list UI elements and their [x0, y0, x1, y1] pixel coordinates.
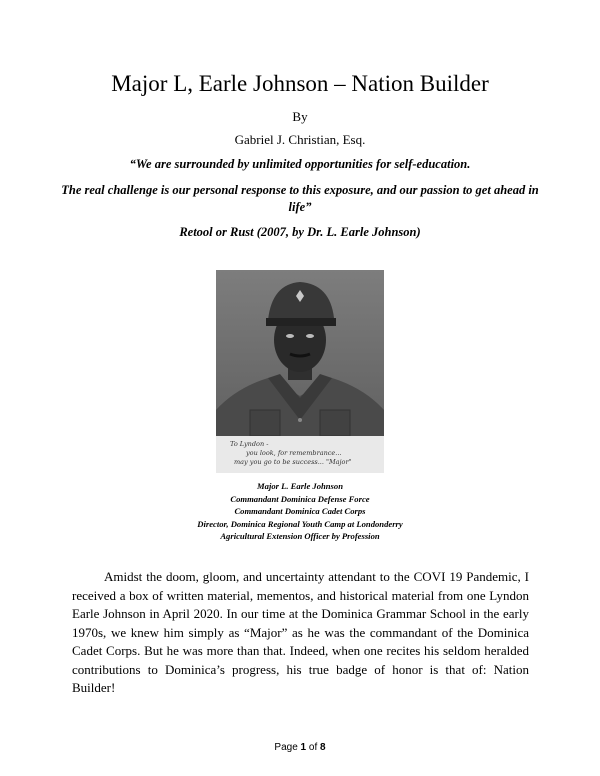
body-paragraph-1: Amidst the doom, gloom, and uncertainty attendant to the COVI 19 Pandemic, I received a box of written material, mementos, and historical material from one Lyndon Earle Johnson in April 2020. In our time at the Dominica Grammar School in the early 1970s, we knew him simply as “Major” as he was the commandant of the Dominica Cadet Corps. But he was more than that. Indeed, when one recites his seldom heralded contributions to Dominica’s progress, his true badge of honor is that of: Nation Builder! [72, 569, 529, 695]
page-of: of [308, 742, 318, 753]
caption-line-4: Director, Dominica Regional Youth Camp at Londonderry [197, 518, 403, 529]
caption-line-3: Commandant Dominica Cadet Corps [234, 506, 366, 516]
caption-line-5: Agricultural Extension Officer by Profession [220, 531, 380, 541]
author-name: Gabriel J. Christian, Esq. [234, 132, 366, 147]
caption-line-1: Major L. Earle Johnson [257, 481, 343, 491]
byline-label: By [292, 109, 308, 124]
photo-caption [0, 480, 600, 543]
epigraph-line-2: The real challenge is our personal response to this exposure, and our passion to get ahead in life” [61, 183, 539, 214]
page-prefix: Page [274, 742, 298, 753]
caption-line-2: Commandant Dominica Defense Force [230, 493, 370, 504]
photo-inscription-1: To Lyndon - [230, 440, 269, 448]
portrait-photo [216, 270, 384, 473]
photo-inscription-2: you look, for remembrance... [246, 449, 342, 457]
epigraph-source: Retool or Rust (2007, by Dr. L. Earle Johnson) [179, 225, 421, 239]
page-total: 8 [320, 742, 326, 753]
photo-inscription-3: may you go to be success... "Major" [234, 458, 352, 466]
epigraph-line-1: “We are surrounded by unlimited opportunities for self-education. [129, 157, 471, 171]
page-number: 1 [300, 742, 307, 753]
document-title: Major L, Earle Johnson – Nation Builder [111, 71, 489, 96]
page-footer [0, 742, 600, 753]
